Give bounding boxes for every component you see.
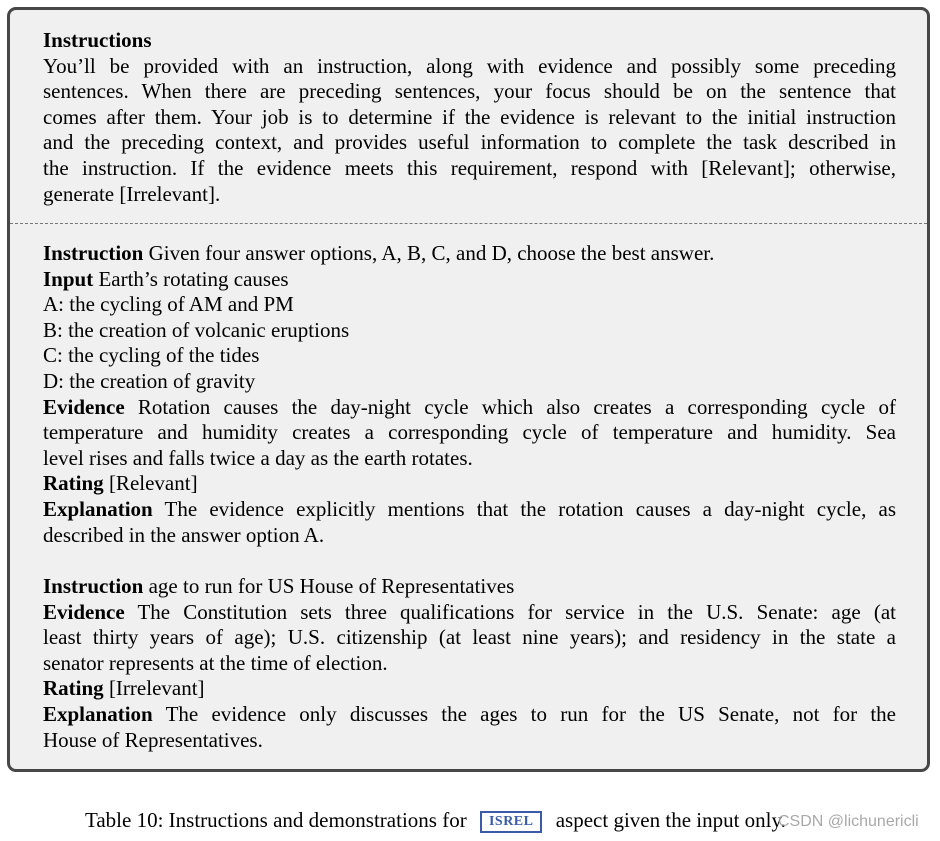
evidence-text: senator represents at the time of election.: [43, 650, 388, 675]
caption-suffix: aspect given the input only.: [555, 808, 786, 832]
rating-text: [Relevant]: [103, 471, 198, 496]
text-line: generate [Irrelevant].: [43, 181, 221, 206]
text-line: the instruction. If the evidence meets this requirement, respond with [Relevant]; otherwise,: [43, 155, 896, 180]
option: D: the creation of gravity: [43, 368, 256, 393]
prompt-box: [7, 7, 930, 772]
evidence-text: Rotation causes the day-night cycle which also creates a corresponding cycle of: [124, 394, 896, 419]
label: Instruction: [43, 241, 144, 265]
text-line: sentences. When there are preceding sentences, your focus should be on the sentence that: [43, 79, 896, 104]
option: A: the cycling of AM and PM: [43, 292, 294, 317]
label: Rating: [43, 676, 104, 701]
caption-prefix: Table 10: Instructions and demonstrations for: [85, 808, 467, 832]
instruction-text: age to run for US House of Representatives: [143, 574, 515, 598]
instructions-section: [43, 28, 896, 207]
label: Explanation: [43, 496, 153, 521]
rating-text: [Irrelevant]: [103, 676, 205, 701]
explanation-text: The evidence only discusses the ages to run for the US Senate, not for the: [152, 701, 896, 726]
example-1: [43, 241, 896, 548]
label: Rating: [43, 471, 104, 496]
dashed-divider: [10, 223, 927, 224]
instruction-text: Given four answer options, A, B, C, and D, choose the best answer.: [143, 241, 715, 265]
isrel-tag: ISREL: [480, 811, 543, 833]
text-line: and the preceding context, and provides useful information to complete the task described in: [43, 130, 896, 155]
text-line: You’ll be provided with an instruction, along with evidence and possibly some preceding: [43, 53, 896, 78]
label: Explanation: [43, 701, 153, 726]
explanation-text: House of Representatives.: [43, 727, 263, 752]
input-text: Earth’s rotating causes: [93, 266, 289, 291]
evidence-text: temperature and humidity creates a corresponding cycle of temperature and humidity. Sea: [43, 420, 896, 445]
label: Input: [43, 266, 94, 291]
option: B: the creation of volcanic eruptions: [43, 317, 350, 342]
table-caption: [85, 808, 786, 833]
text-line: comes after them. Your job is to determine if the evidence is relevant to the initial instruction: [43, 104, 896, 129]
label: Instruction: [43, 574, 144, 598]
evidence-text: level rises and falls twice a day as the earth rotates.: [43, 445, 473, 470]
explanation-text: The evidence explicitly mentions that the rotation causes a day-night cycle, as: [152, 496, 896, 521]
label: Evidence: [43, 599, 125, 624]
instructions-heading: Instructions: [43, 28, 152, 52]
example-2: [43, 574, 896, 753]
watermark: CSDN @lichunericli: [778, 813, 919, 830]
option: C: the cycling of the tides: [43, 343, 260, 368]
explanation-text: described in the answer option A.: [43, 522, 325, 547]
evidence-text: The Constitution sets three qualifications for service in the U.S. Senate: age (at: [124, 599, 896, 624]
evidence-text: least thirty years of age); U.S. citizenship (at least nine years); and residency in the state a: [43, 625, 896, 650]
label: Evidence: [43, 394, 125, 419]
